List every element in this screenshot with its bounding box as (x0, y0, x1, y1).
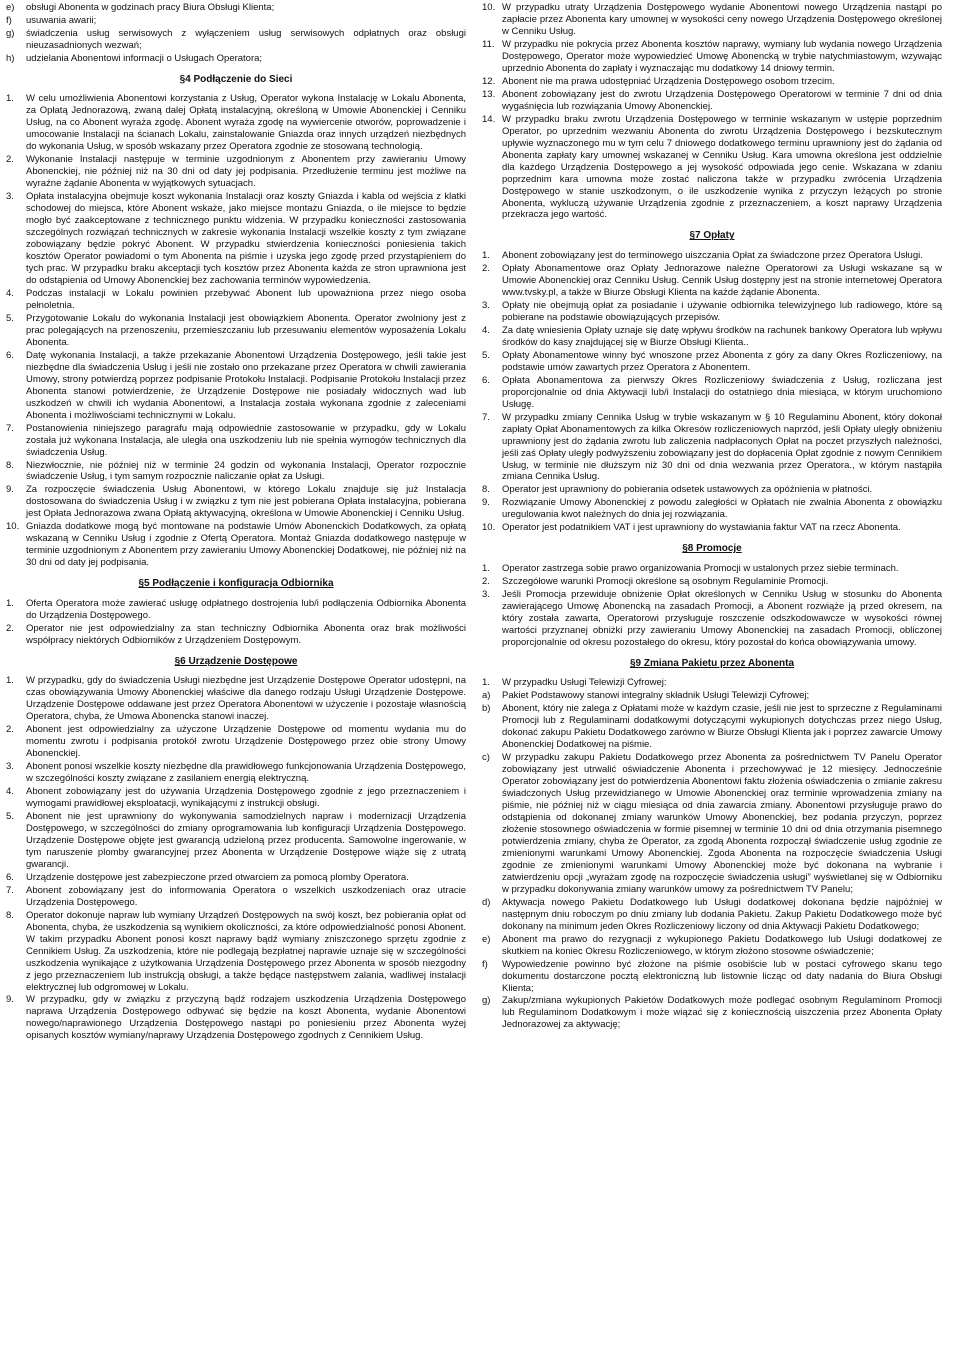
list-item (482, 522, 942, 534)
item-text: Operator jest uprawniony do pobierania odsetek ustawowych za opóźnienia w płatności. (502, 484, 873, 496)
item-text: W przypadku Usługi Telewizji Cyfrowej: (502, 677, 667, 689)
item-number: a) (482, 690, 491, 702)
item-number: 1. (6, 93, 14, 105)
item-number: g) (6, 27, 15, 39)
item-text: Abonent ponosi wszelkie koszty niezbędne dla prawidłowego funkcjonowania Urządzenia Dostępowego, w szczególności koszty związane z zasilaniem energią elektryczną. (26, 761, 466, 785)
item-text: Abonent zobowiązany jest do używania Urządzenia Dostępowego zgodnie z jego przeznaczeniem i wymogami prawidłowej eksploatacji, wynikającymi z instrukcji obsługi. (26, 786, 466, 809)
item-number: 9. (6, 994, 14, 1006)
item-number: h) (6, 52, 15, 64)
list-item (6, 521, 466, 569)
item-text: Aktywacja nowego Pakietu Dodatkowego lub Usługi dodatkowej dokonana będzie najpóźniej w następnym dniu roboczym po dniu zmiany lub dodania Pakietu. Zakup Pakietu Dodatkowego może być dokonany na minimum jeden Okres Rozliczeniowy liczony od dnia Aktywacji Pakietu Dodatkowego; (502, 896, 942, 932)
list-item (482, 934, 942, 958)
list (482, 250, 942, 534)
item-number: f) (482, 958, 488, 970)
item-number: 6. (482, 374, 490, 386)
item-text: Zakup/zmiana wykupionych Pakietów Dodatkowych może podlegać osobnym Regulaminom Promocji lub Regulaminom Dodatkowym i może wiązać się z koniecznością uiszczenia przez Abonenta Opłaty Jednorazowej za aktywację; (502, 995, 942, 1031)
item-number: 3. (6, 761, 14, 773)
list-item (6, 93, 466, 153)
list-item (482, 350, 942, 374)
list-item (6, 598, 466, 622)
list-item (6, 15, 466, 27)
list-item (6, 191, 466, 287)
item-number: 1. (6, 675, 14, 687)
right-column (482, 2, 942, 1363)
item-number: 4. (482, 324, 490, 336)
list-item (482, 703, 942, 751)
list-item (482, 563, 942, 575)
item-number: 2. (482, 263, 490, 274)
list-item (482, 589, 942, 649)
list-item (482, 76, 942, 88)
item-number: 2. (6, 154, 14, 166)
list-item (482, 497, 942, 521)
item-text: Rozwiązanie Umowy Abonenckiej z powodu zaległości w Opłatach nie zwalnia Abonenta z obowiązku uregulowania kwot należnych do dnia jej rozwiązania. (502, 497, 942, 521)
list (6, 93, 466, 569)
list (6, 2, 466, 65)
item-number: 9. (6, 484, 14, 496)
item-text: Abonent jest odpowiedzialny za użyczone Urządzenie Dostępowe od momentu wydania mu do momentu zwrotu i podpisania protokół zwrotu Urządzenie Dostępowego przez obie strony Umowy Abonenckiej. (26, 724, 466, 760)
list-item (6, 811, 466, 871)
list-item (482, 484, 942, 496)
item-number: 12. (482, 75, 496, 87)
item-text: W przypadku zakupu Pakietu Dodatkowego przez Abonenta za pośrednictwem TV Panelu Operator zobowiązany jest utrwalić oświadczenie Abonenta i przechowywać je 12 miesięcy. Jednocześnie Operator zobowiązany jest do potwierdzenia Abonentowi faktu złożenia oświadczenia o zmianie zakresu świadczonych Usług przewidzianego w Umowie Abonenckiej oraz terminie wprowadzenia zmiany na piśmie, nie później niż w ciągu miesiąca od dnia zawarcia zmiany. Abonentowi przysługuje prawo do odstąpienia od dokonanej zmiany warunków Umowy Abonenckiej, bez podania przyczyn, poprzez złożenie stosownego oświadczenia w formie pisemnej w terminie 10 dni od dnia otrzymania pisemnego potwierdzenia zmiany, chyba że Operator, za zgodą Abonenta rozpoczął świadczenie usług zgodnie ze zmienionymi warunkami Umowy Abonenckiej. Zgoda Abonenta na rozpoczęcie świadczenia Usługi zgodnie ze zmienionymi warunkami Umowy Abonenckiej może być dokonana na wybranie i zatwierdzeniu opcji „wyrażam zgodę na rozpoczęcie świadczenia usługi” wyświetlanej się w Odbiorniku w przypadku dokonywania zmiany warunków umowy za pośrednictwem TV Panelu; (502, 752, 942, 895)
item-text: Opłaty Abonamentowe winny być wnoszone przez Abonenta z góry za dany Okres Rozliczeniowy, na podstawie umów zawartych przez Operatora z Abonentem. (502, 349, 942, 373)
list-item (6, 460, 466, 484)
item-number: c) (482, 752, 490, 764)
item-text: Podczas instalacji w Lokalu powinien przebywać Abonent lub upoważniona przez niego osoba pełnoletnia. (26, 287, 466, 311)
list-item (482, 995, 942, 1031)
list-item (6, 623, 466, 647)
list-item (6, 872, 466, 884)
item-number: 1. (6, 597, 14, 609)
left-column (6, 2, 466, 1363)
item-text: obsługi Abonenta w godzinach pracy Biura Obsługi Klienta; (26, 2, 275, 13)
list-item (6, 423, 466, 459)
item-number: 4. (6, 786, 14, 797)
item-text: Za datę wniesienia Opłaty uznaje się datę wpływu środków na rachunek bankowy Operatora lub wpływu środków do kasy znajdującej się w Biurze Obsługi Klienta.. (502, 324, 942, 348)
list-item (6, 288, 466, 312)
list-item (482, 39, 942, 75)
list (482, 2, 942, 221)
list-item (6, 885, 466, 909)
list-item (482, 375, 942, 411)
item-number: 2. (482, 575, 490, 587)
item-number: 5. (482, 349, 490, 361)
section-7-heading: §7 Opłaty (689, 230, 735, 242)
section-5-heading: §5 Podłączenie i konfiguracja Odbiornika (138, 578, 334, 590)
list-item (482, 690, 942, 702)
list (482, 677, 942, 1031)
item-number: 6. (6, 871, 14, 883)
item-number: 4. (6, 287, 14, 299)
item-number: e) (6, 2, 15, 13)
list-item (6, 2, 466, 14)
list-item (482, 263, 942, 299)
item-text: Opłaty Abonamentowe oraz Opłaty Jednorazowe należne Operatorowi za Usługi wskazane są w Umowie Abonenckiej oraz Cenniku Usług. Cennik Usług dostępny jest na stronie internetowej Operatora www.tvsky.pl, a także w Biurze Obsługi Klienta na każde żądanie Abonenta. (502, 263, 942, 298)
list (6, 675, 466, 1042)
item-text: W przypadku nie pokrycia przez Abonenta kosztów naprawy, wymiany lub wydania nowego Urządzenia Dostępowego, Operator może wypowiedzieć Umowę Abonencką w trybie natychmiastowym, wzywając uprzednio Abonenta do zapłaty i wyznaczając mu dodatkowy 14 dniowy termin. (502, 38, 942, 74)
item-text: Wypowiedzenie powinno być złożone na piśmie osobiście lub w postaci cyfrowego skanu tego dokumentu dostarczone pocztą elektroniczną lub listownie licząc od daty nadania do Biura Obsługi Klienta; (502, 958, 942, 994)
item-text: Niezwłocznie, nie później niż w terminie 24 godzin od wykonania Instalacji, Operator rozpocznie świadczenie Usług, i tym samym rozpocznie naliczanie opłat za Usługi. (26, 459, 466, 483)
list-item (482, 959, 942, 995)
item-text: udzielania Abonentowi informacji o Usługach Operatora; (26, 52, 263, 64)
item-text: Szczegółowe warunki Promocji określone są osobnym Regulaminie Promocji. (502, 575, 829, 587)
list-item (6, 910, 466, 994)
item-number: 8. (482, 484, 490, 496)
item-text: Abonent ma prawo do rezygnacji z wykupionego Pakietu Dodatkowego lub Usługi dodatkowej ze skutkiem na koniec Okresu Rozliczeniowego, w którym złożono stosowne oświadczenie; (502, 933, 942, 957)
item-text: Operator zastrzega sobie prawo organizowania Promocji w ustalonych przez siebie terminach. (502, 562, 899, 574)
item-number: e) (482, 933, 491, 945)
list-item (6, 724, 466, 760)
item-number: 8. (6, 459, 14, 471)
item-number: 9. (482, 497, 490, 509)
item-number: 6. (6, 349, 14, 361)
item-text: Pakiet Podstawowy stanowi integralny składnik Usługi Telewizji Cyfrowej; (502, 690, 810, 702)
item-text: Abonent, który nie zalega z Opłatami może w każdym czasie, jeśli nie jest to sprzeczne z Regulaminami Promocji lub z Regulaminami dodatkowymi dotyczącymi wykupionych dotychczas przez niego Usług, dokonać zakupu Pakietu Dodatkowego zarówno w Biurze Obsługi Klienta jak i poprzez zawarcie Umowy Abonenckiej Dodatkowej na piśmie. (502, 703, 942, 751)
item-number: 7. (6, 884, 14, 896)
item-number: f) (6, 14, 12, 26)
item-number: b) (482, 703, 491, 715)
item-text: Postanowienia niniejszego paragrafu mają odpowiednie zastosowanie w przypadku, gdy w Lokalu została już wykonana Instalacja, ale uległa ona uszkodzeniu lub nie spełnia wymogów technicznych dla świadczenia Usług. (26, 422, 466, 458)
section-9-heading: §9 Zmiana Pakietu przez Abonenta (629, 657, 795, 669)
item-text: Operator jest podatnikiem VAT i jest uprawniony do wystawiania faktur VAT na rzecz Abonenta. (502, 522, 901, 534)
list-item (482, 677, 942, 689)
item-text: W przypadku braku zwrotu Urządzenia Dostępowego w terminie wskazanym w ustępie poprzednim Operator, po uprzednim wezwaniu Abonenta do zwrotu Urządzenia Dostępowego i bezskutecznym upływie wyznaczonego mu w tym celu 7 dniowego dodatkowego terminu uprawniony jest do żądania od Abonenta zapłaty kary umownej wskazanej w Cenniku Usług. Kara umowna określona jest oddzielnie dla każdego Urządzenia Dostępowego a jej wysokość odpowiada jego cenie. Wskazana w zdaniu poprzednim kara umowna może zostać naliczona także w przypadku zwrócenia Urządzenia Dostępowego w stanie uszkodzonym, o ile uszkodzenie wynika z przyczyn leżących po stronie Abonenta, wykluczą używanie Urządzenia zgodnie z przeznaczeniem, a koszt naprawy Urządzenia przekracza jego wartość. (502, 113, 942, 221)
list-item (6, 350, 466, 422)
item-number: 11. (482, 38, 495, 50)
list-item (482, 89, 942, 113)
item-text: świadczenia usług serwisowych z wyłączeniem usług serwisowych odpłatnych oraz obsługi nieuzasadnionych wezwań; (26, 27, 466, 51)
item-text: usuwania awarii; (26, 14, 97, 26)
item-number: 1. (482, 562, 490, 574)
list-item (482, 897, 942, 933)
item-text: W przypadku zmiany Cennika Usług w trybie wskazanym w § 10 Regulaminu Abonent, który dokonał zapłaty Opłat Abonamentowych za kilka Okresów rozliczeniowych naprzód, jeśli Opłaty uległy obniżeniu uprawniony jest do żądania zwrotu lub zaliczenia nadpłaconych Opłat na poczet przyszłych należności, jeśli zaś Opłaty uległy podwyższeniu zobowiązany jest do dopłacenia Opłat zgodnie z nowym Cennikiem Usług, w terminie nie dłuższym niż 30 dni od dnia wezwania przez Operatora., w którym nastąpiła zmiana Cennika Usług. (502, 411, 942, 483)
item-text: Opłata Abonamentowa za pierwszy Okres Rozliczeniowy świadczenia z Usług, rozliczana jest proporcjonalnie od dnia Aktywacji lub/i Instalacji do ostatniego dnia miesiąca, w którym uruchomiono Usługę. (502, 374, 942, 410)
item-number: 7. (6, 422, 14, 434)
item-number: 10. (482, 522, 496, 534)
item-text: W przypadku, gdy do świadczenia Usługi niezbędne jest Urządzenie Dostępowe Operator udostępni, na czas obowiązywania Umowy Abonenckiej właściwe dla danego rodzaju Usługi Urządzenie Dostępowe. Urządzenie Dostępowe oddawane jest przez Operatora Abonentowi w użyczenie i pozostaje własnością Operatora, chyba, że Umowa Abonencka stanowi inaczej. (26, 675, 466, 723)
list-item (482, 250, 942, 262)
list-item (482, 576, 942, 588)
list-item (6, 313, 466, 349)
item-number: 5. (6, 312, 14, 324)
list-item (6, 28, 466, 52)
item-number: 13. (482, 88, 496, 100)
item-text: Oferta Operatora może zawierać usługę odpłatnego dostrojenia lub/i podłączenia Odbiornika Abonenta do Urządzenia Dostępowego. (26, 597, 466, 621)
item-text: Abonent nie jest uprawniony do wykonywania samodzielnych napraw i modernizacji Urządzenia Dostępowego, w szczególności do zmiany oprogramowania lub konfiguracji Urządzenia Dostępowego. Urządzenie Dostępowe objęte jest gwarancją udzieloną przez producenta. Samowolne ingerowanie, w tym naruszenie plomby gwarancyjnej przez Abonenta w Urządzenie Dostępowe wiąże się z utratą gwarancji. (26, 810, 466, 870)
item-text: Operator dokonuje napraw lub wymiany Urządzeń Dostępowych na swój koszt, bez pobierania opłat od Abonenta, chyba, że uszkodzenia są wynikiem okoliczności, za które odpowiedzialność ponosi Abonent. W takim przypadku Abonent ponosi koszt naprawy bądź wymiany zniszczonego sprzętu zgodnie z Cennikiem Usług. Za uszkodzenia, które nie podlegają bezpłatnej naprawie uznaje się w szczególności uszkodzenia wynikające z użytkowania Urządzenia Dostępowego przez Abonenta w sposób niezgodny z jego przeznaczeniem lub instrukcją obsługi, a także będące następstwem zalania, wadliwej instalacji elektrycznej lub odgromowej w Lokalu. (26, 909, 466, 993)
item-number: g) (482, 995, 491, 1007)
item-number: 3. (482, 299, 490, 311)
section-6-heading: §6 Urządzenie Dostępowe (174, 655, 298, 667)
item-number: 7. (482, 411, 490, 423)
list-item (6, 53, 466, 65)
section-8-heading: §8 Promocje (682, 543, 742, 555)
item-number: 1. (482, 250, 490, 262)
item-number: 10. (6, 521, 20, 533)
item-number: 1. (482, 677, 490, 689)
list-item (6, 484, 466, 520)
item-text: Abonent zobowiązany jest do informowania Operatora o wszelkich uszkodzeniach oraz utracie Urządzenia Dostępowego. (26, 884, 466, 908)
item-number: 5. (6, 810, 14, 822)
list-item (6, 994, 466, 1042)
list-item (6, 786, 466, 810)
list (482, 563, 942, 649)
item-text: Abonent zobowiązany jest do terminowego uiszczania Opłat za świadczone przez Operatora Usługi. (502, 250, 923, 262)
item-text: Wykonanie Instalacji następuje w terminie uzgodnionym z Abonentem przy zawieraniu Umowy Abonenckiej, nie później niż na 30 dni od daty jej podpisania. Przedłużenie terminu jest możliwe na wyraźne żądanie Abonenta w wyjątkowych sytuacjach. (26, 154, 466, 190)
item-text: Opłata instalacyjna obejmuje koszt wykonania Instalacji oraz koszty Gniazda i kabla od wejścia z klatki schodowej do miejsca, które Abonent wskaże, jako miejsce montażu Gniazda, o ile miejsce to będzie mogło być zaakceptowane z technicznego punktu widzenia. W przypadku konieczności zastosowania szczególnych rozwiązań technicznych w zakresie wykonania Instalacji wszelkie koszty z tym związane zobowiązany będzie pokryć Abonent. W przypadku stwierdzenia konieczności poniesienia takich kosztów Operator powiadomi o tym Abonenta na piśmie i uzyska jego zgodę przed przystąpieniem do tych prac. W przypadku braku akceptacji tych kosztów przez Abonenta każda ze stron uprawniona jest do odstąpienia od Umowy Abonenckiej bez zachowania terminów wypowiedzenia. (26, 191, 466, 286)
list-item (482, 300, 942, 324)
list (6, 598, 466, 647)
item-number: 2. (6, 622, 14, 634)
item-number: 2. (6, 724, 14, 736)
item-text: Jeśli Promocja przewiduje obniżenie Opłat określonych w Cenniku Usług w stosunku do Abonenta zawierającego Umowę Abonencką na zasadach Promocji, a Abonent rozwiąże ją przed okresem, na który została zawarta, Operatorowi przysługuje roszczenie odszkodowawcze w wysokości równej wartości przyznanej obniżki przy zawieraniu Umowy Abonenckiej na zasadach Promocji, obliczonej proporcjonalnie od okresu pozostałego do okresu, który pozostał do końca obowiązywania umowy. (502, 588, 942, 648)
item-text: W przypadku utraty Urządzenia Dostępowego wydanie Abonentowi nowego Urządzenia nastąpi po zapłacie przez Abonenta kary umownej w wysokości ceny nowego Urządzenia Dostępowego określonej w Cenniku Usług. (502, 2, 942, 37)
item-text: Za rozpoczęcie świadczenia Usług Abonentowi, w którego Lokalu znajduje się już Instalacja dostosowana do świadczenia Usług i w związku z tym nie jest pobierana Opłata instalacyjna, pobierana jest Opłata Jednorazowa zwana Opłatą aktywacyjną, określona w Umowie Abonenckiej i Cenniku Usług. (26, 484, 466, 520)
item-number: 14. (482, 113, 496, 125)
item-number: 3. (6, 191, 14, 203)
list-item (482, 325, 942, 349)
item-text: Opłaty nie obejmują opłat za posiadanie i używanie odbiornika telewizyjnego lub radiowego, które są pobierane na podstawie obowiązujących przepisów. (502, 299, 942, 323)
item-text: Datę wykonania Instalacji, a także przekazanie Abonentowi Urządzenia Dostępowego, jeśli takie jest niezbędne dla świadczenia Usług i jeśli nie zostało ono przekazane przez Operatora w chwili zawierania Umowy, strony potwierdzą poprzez podpisanie Protokołu Instalacji. Podpisanie Protokołu Instalacji przez Abonenta stanowi potwierdzenie, że Urządzenie Dostępowe nie posiadały widocznych wad lub uszkodzeń w chwili ich wydania Abonentowi, a Instalacja została wykonana zgodnie z zaleceniami Abonenta i możliwościami technicznymi w Lokalu. (26, 349, 466, 421)
section-4-heading: §4 Podłączenie do Sieci (179, 73, 293, 85)
item-text: Przygotowanie Lokalu do wykonania Instalacji jest obowiązkiem Abonenta. Operator zwolniony jest z prac polegających na przenoszeniu, przemieszczaniu lub przesuwaniu elementów wyposażenia Lokalu Abonenta. (26, 312, 466, 348)
list-item (482, 2, 942, 38)
list-item (6, 675, 466, 723)
item-number: d) (482, 896, 491, 908)
list-item (482, 114, 942, 222)
item-text: Abonent nie ma prawa udostępniać Urządzenia Dostępowego osobom trzecim. (502, 75, 835, 87)
item-number: 10. (482, 2, 496, 13)
list-item (482, 412, 942, 484)
item-text: W celu umożliwienia Abonentowi korzystania z Usług, Operator wykona Instalację w Lokalu Abonenta, za Opłatą Jednorazową, zwaną dalej Opłatą instalacyjną, określoną w Umowie Abonenckiej i Cenniku Usług, na co Abonent wyraża zgodę. Abonent wyraża zgodę na wywiercenie otworów, poprowadzenie i umocowanie Instalacji na ścianach Lokalu, zainstalowanie Gniazda oraz innych urządzeń niezbędnych do wykonania Usług, w sposób wskazany przez Operatora zgodnie ze stosowaną technologią. (26, 93, 466, 153)
list-item (6, 154, 466, 190)
item-text: W przypadku, gdy w związku z przyczyną bądź rodzajem uszkodzenia Urządzenia Dostępowego naprawa Urządzenia Dostępowego odbywać się będzie na koszt Abonenta, wydanie Abonentowi nowego/naprawionego Urządzenia Dostępowego nastąpi po poniesieniu przez Abonenta wyżej opisanych kosztów wymiany/naprawy Urządzenia Dostępowego zgodnych z Cennikiem Usług. (26, 994, 466, 1042)
item-number: 3. (482, 588, 490, 600)
list-item (6, 761, 466, 785)
item-text: Operator nie jest odpowiedzialny za stan techniczny Odbiornika Abonenta oraz brak możliwości współpracy niektórych Odbiorników z Urządzeniem Dostępowym. (26, 622, 466, 646)
item-text: Gniazda dodatkowe mogą być montowane na podstawie Umów Abonenckich Dodatkowych, za opłatą wskazaną w Cenniku Usług i zgodnie z Ofertą Operatora. Montaż Gniazda dodatkowego następuje w terminie uzgodnionym z Abonentem przy zawieraniu Umowy Abonenckiej Dodatkowej, nie później niż na 30 dni od daty jej podpisania. (26, 521, 466, 569)
item-number: 8. (6, 909, 14, 921)
item-text: Abonent zobowiązany jest do zwrotu Urządzenia Dostępowego Operatorowi w terminie 7 dni od dnia wygaśnięcia lub rozwiązania Umowy Abonenckiej. (502, 88, 942, 112)
item-text: Urządzenie dostępowe jest zabezpieczone przed otwarciem za pomocą plomby Operatora. (26, 871, 409, 883)
list-item (482, 752, 942, 896)
